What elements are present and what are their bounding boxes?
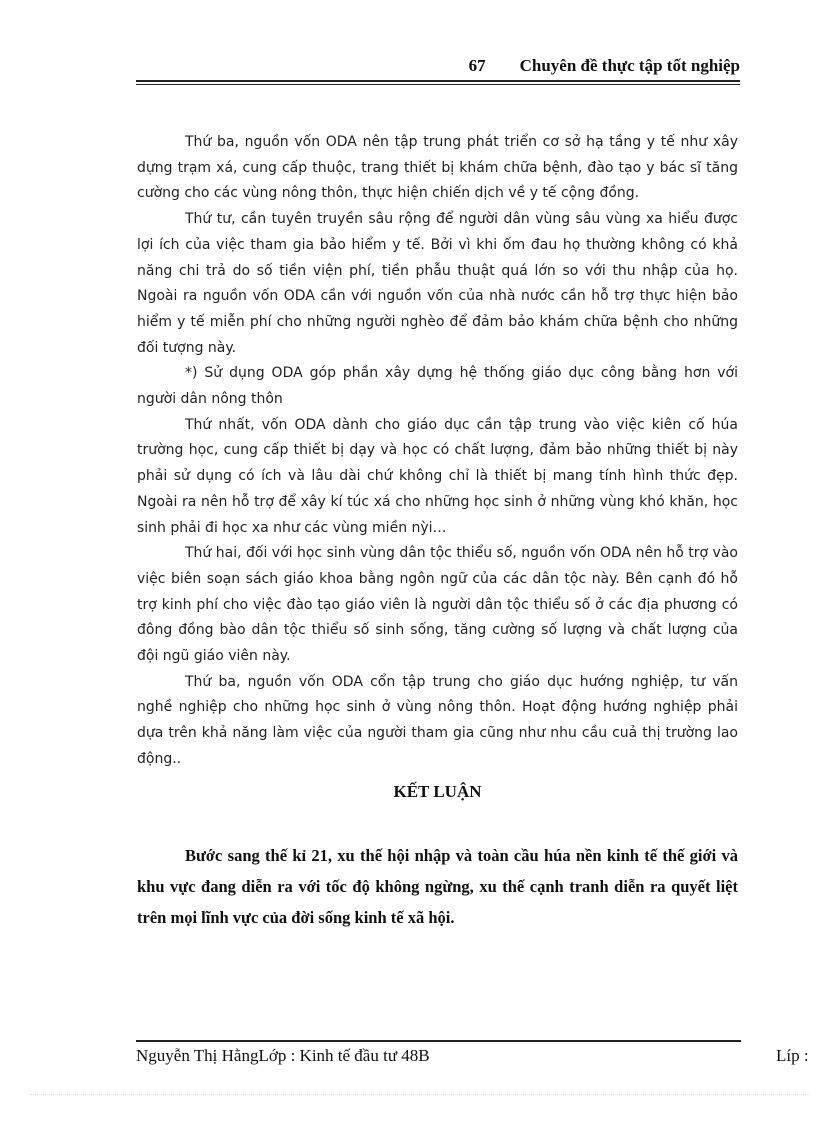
paragraph: Thứ ba, nguồn vốn ODA nên tập trung phát triển cơ sở hạ tầng y tế như xây dựng trạm xá, cung cấp thuộc, trang thiết bị khám chữa bệnh, đào tạo y bác sĩ tăng cường cho các vùng nông thôn, thực hiện chiến dịch về y tế cộng đồng. bbox=[137, 134, 738, 202]
footer-rule bbox=[136, 1040, 741, 1042]
header-rule bbox=[136, 80, 740, 85]
paragraph: Thứ nhất, vốn ODA dành cho giáo dục cần tập trung vào việc kiên cố húa trường học, cung cấp thiết bị dạy và học có chất lượng, đảm bảo những thiết bị này phải sử dụng có ích và lâu dài chứ không chỉ là thiết bị mang tính hình thức đẹp. Ngoài ra nên hỗ trợ để xây kí túc xá cho những học sinh ở những vùng khó khăn, học sinh phải đi học xa như các vùng miền nỳi… bbox=[137, 416, 738, 536]
paragraph: Thứ tư, cần tuyên truyền sâu rộng để người dân vùng sâu vùng xa hiểu được lợi ích của việc tham gia bảo hiểm y tế. Bởi vì khi ốm đau họ thường không có khả năng chi trả do số tiền viện phí, tiền phẫu thuật quá lớn so với thu nhập của họ. Ngoài ra nguồn vốn ODA cần với nguồn vốn của nhà nước cần hỗ trợ thực hiện bảo hiểm y tế miễn phí cho những người nghèo để đảm bảo khám chữa bệnh cho những đối tượng này. bbox=[137, 211, 738, 356]
paragraph: Thứ hai, đối với học sinh vùng dân tộc thiểu số, nguồn vốn ODA nên hỗ trợ vào việc biên soạn sách giáo khoa bằng ngôn ngữ của các dân tộc này. Bên cạnh đó hỗ trợ kinh phí cho việc đào tạo giáo viên là người dân tộc thiểu số ở các địa phương có đông đồng bào dân tộc thiểu số sinh sống, tăng cường số lượng và chất lượng của đội ngũ giáo viên này. bbox=[137, 545, 738, 665]
page-bottom-divider bbox=[30, 1094, 810, 1095]
paragraph: Thứ ba, nguồn vốn ODA cổn tập trung cho giáo dục hướng nghiệp, tư vấn nghề nghiệp cho những học sinh ở vùng nông thôn. Hoạt động hướng nghiệp phải dựa trên khả năng làm việc của người tham gia cũng như nhu cầu cuả thị trường lao động.. bbox=[137, 673, 738, 767]
conclusion-paragraph: Bước sang thế kỉ 21, xu thế hội nhập và toàn cầu húa nền kinh tế thế giới và khu vực đang diễn ra với tốc độ không ngừng, xu thế cạnh tranh diễn ra quyết liệt trên mọi lĩnh vực của đời sống kinh tế xã hội. bbox=[137, 846, 738, 927]
conclusion-section bbox=[137, 840, 738, 933]
footer-author: Nguyễn Thị HằngLớp : Kinh tế đầu tư 48B bbox=[136, 1046, 430, 1065]
body-text bbox=[137, 130, 738, 773]
footer-class-label: Líp : bbox=[776, 1046, 809, 1065]
page-number: 67 bbox=[468, 56, 486, 75]
page-header bbox=[136, 56, 740, 80]
document-title: Chuyên đề thực tập tốt nghiệp bbox=[519, 56, 740, 75]
paragraph: *) Sử dụng ODA góp phần xây dựng hệ thống giáo dục công bằng hơn với người dân nông thôn bbox=[137, 365, 738, 408]
conclusion-heading: KẾT LUẬN bbox=[393, 782, 482, 801]
